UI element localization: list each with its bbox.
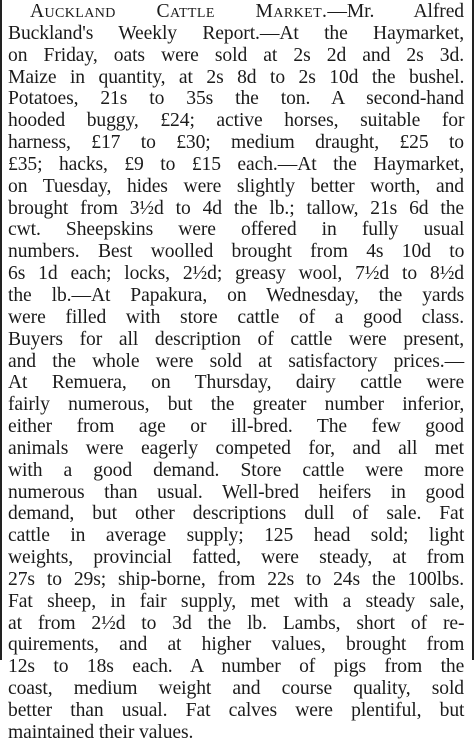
article-line: at from 2½d to 3d the lb. Lambs, short of re-: [8, 612, 465, 634]
article-line: —Mr. Alfred: [327, 1, 464, 22]
article-line: Buckland's Weekly Report.—At the Haymarket,: [8, 22, 464, 44]
article-heading: Auckland Cattle Market.: [30, 1, 328, 22]
article-line: 6s 1d each; locks, 2½d; greasy wool, 7½d to 8½d: [8, 263, 464, 285]
article-line: either from age or ill-bred. The few good: [8, 416, 464, 438]
article-line: coast, medium weight and course quality, sold: [8, 678, 464, 700]
article-column: [8, 1, 464, 744]
article-line: numerous than usual. Well-bred heifers in good: [8, 481, 465, 503]
article-line: quirements, and at higher values, brought from: [8, 634, 465, 656]
article-line: on Tuesday, hides were slightly better worth, and: [8, 175, 464, 197]
article-line: on Friday, oats were sold at 2s 2d and 2s 3d.: [8, 44, 464, 66]
article-line: cwt. Sheepskins were offered in fully usual: [8, 219, 465, 241]
column-rule-left: [0, 0, 2, 660]
article-line: weights, provincial fatted, were steady, at from: [8, 547, 465, 569]
article-line: and the whole were sold at satisfactory prices.—: [8, 350, 465, 372]
article-line: 27s to 29s; ship-borne, from 22s to 24s the 100lbs.: [8, 568, 464, 590]
article-line: the lb.—At Papakura, on Wednesday, the yards: [8, 284, 465, 306]
article-line: better than usual. Fat calves were plentiful, but: [8, 700, 465, 721]
article-line: cattle in average supply; 125 head sold; light: [8, 525, 465, 547]
article-line: Fat sheep, in fair supply, met with a steady sale,: [8, 590, 465, 612]
article-line: animals were eagerly competed for, and all met: [8, 437, 464, 459]
article-line: with a good demand. Store cattle were more: [8, 459, 464, 481]
article-line: fairly numerous, but the greater number inferior,: [8, 394, 465, 416]
article-line: hooded buggy, £24; active horses, suitable for: [8, 110, 465, 132]
article-line: demand, but other descriptions dull of sale. Fat: [8, 503, 464, 525]
article-line: maintained their values.: [8, 721, 194, 743]
article-line: Potatoes, 21s to 35s the ton. A second-hand: [8, 88, 464, 110]
article-line: Buyers for all description of cattle were present,: [8, 328, 464, 350]
article-line: 12s to 18s each. A number of pigs from the: [8, 656, 465, 678]
article-line: brought from 3½d to 4d the lb.; tallow, 21s 6d the: [8, 197, 465, 219]
article-line: were filled with store cattle of a good class.: [8, 306, 464, 328]
article-line: harness, £17 to £30; medium draught, £25 to: [8, 132, 464, 154]
article-line: numbers. Best woolled brought from 4s 10d to: [8, 241, 465, 263]
article-line: At Remuera, on Thursday, dairy cattle were: [8, 372, 465, 394]
article-line: Maize in quantity, at 2s 8d to 2s 10d the bushel.: [8, 66, 465, 88]
article-line: £35; hacks, £9 to £15 each.—At the Haymarket,: [8, 153, 465, 175]
article-first-line: [8, 1, 464, 23]
